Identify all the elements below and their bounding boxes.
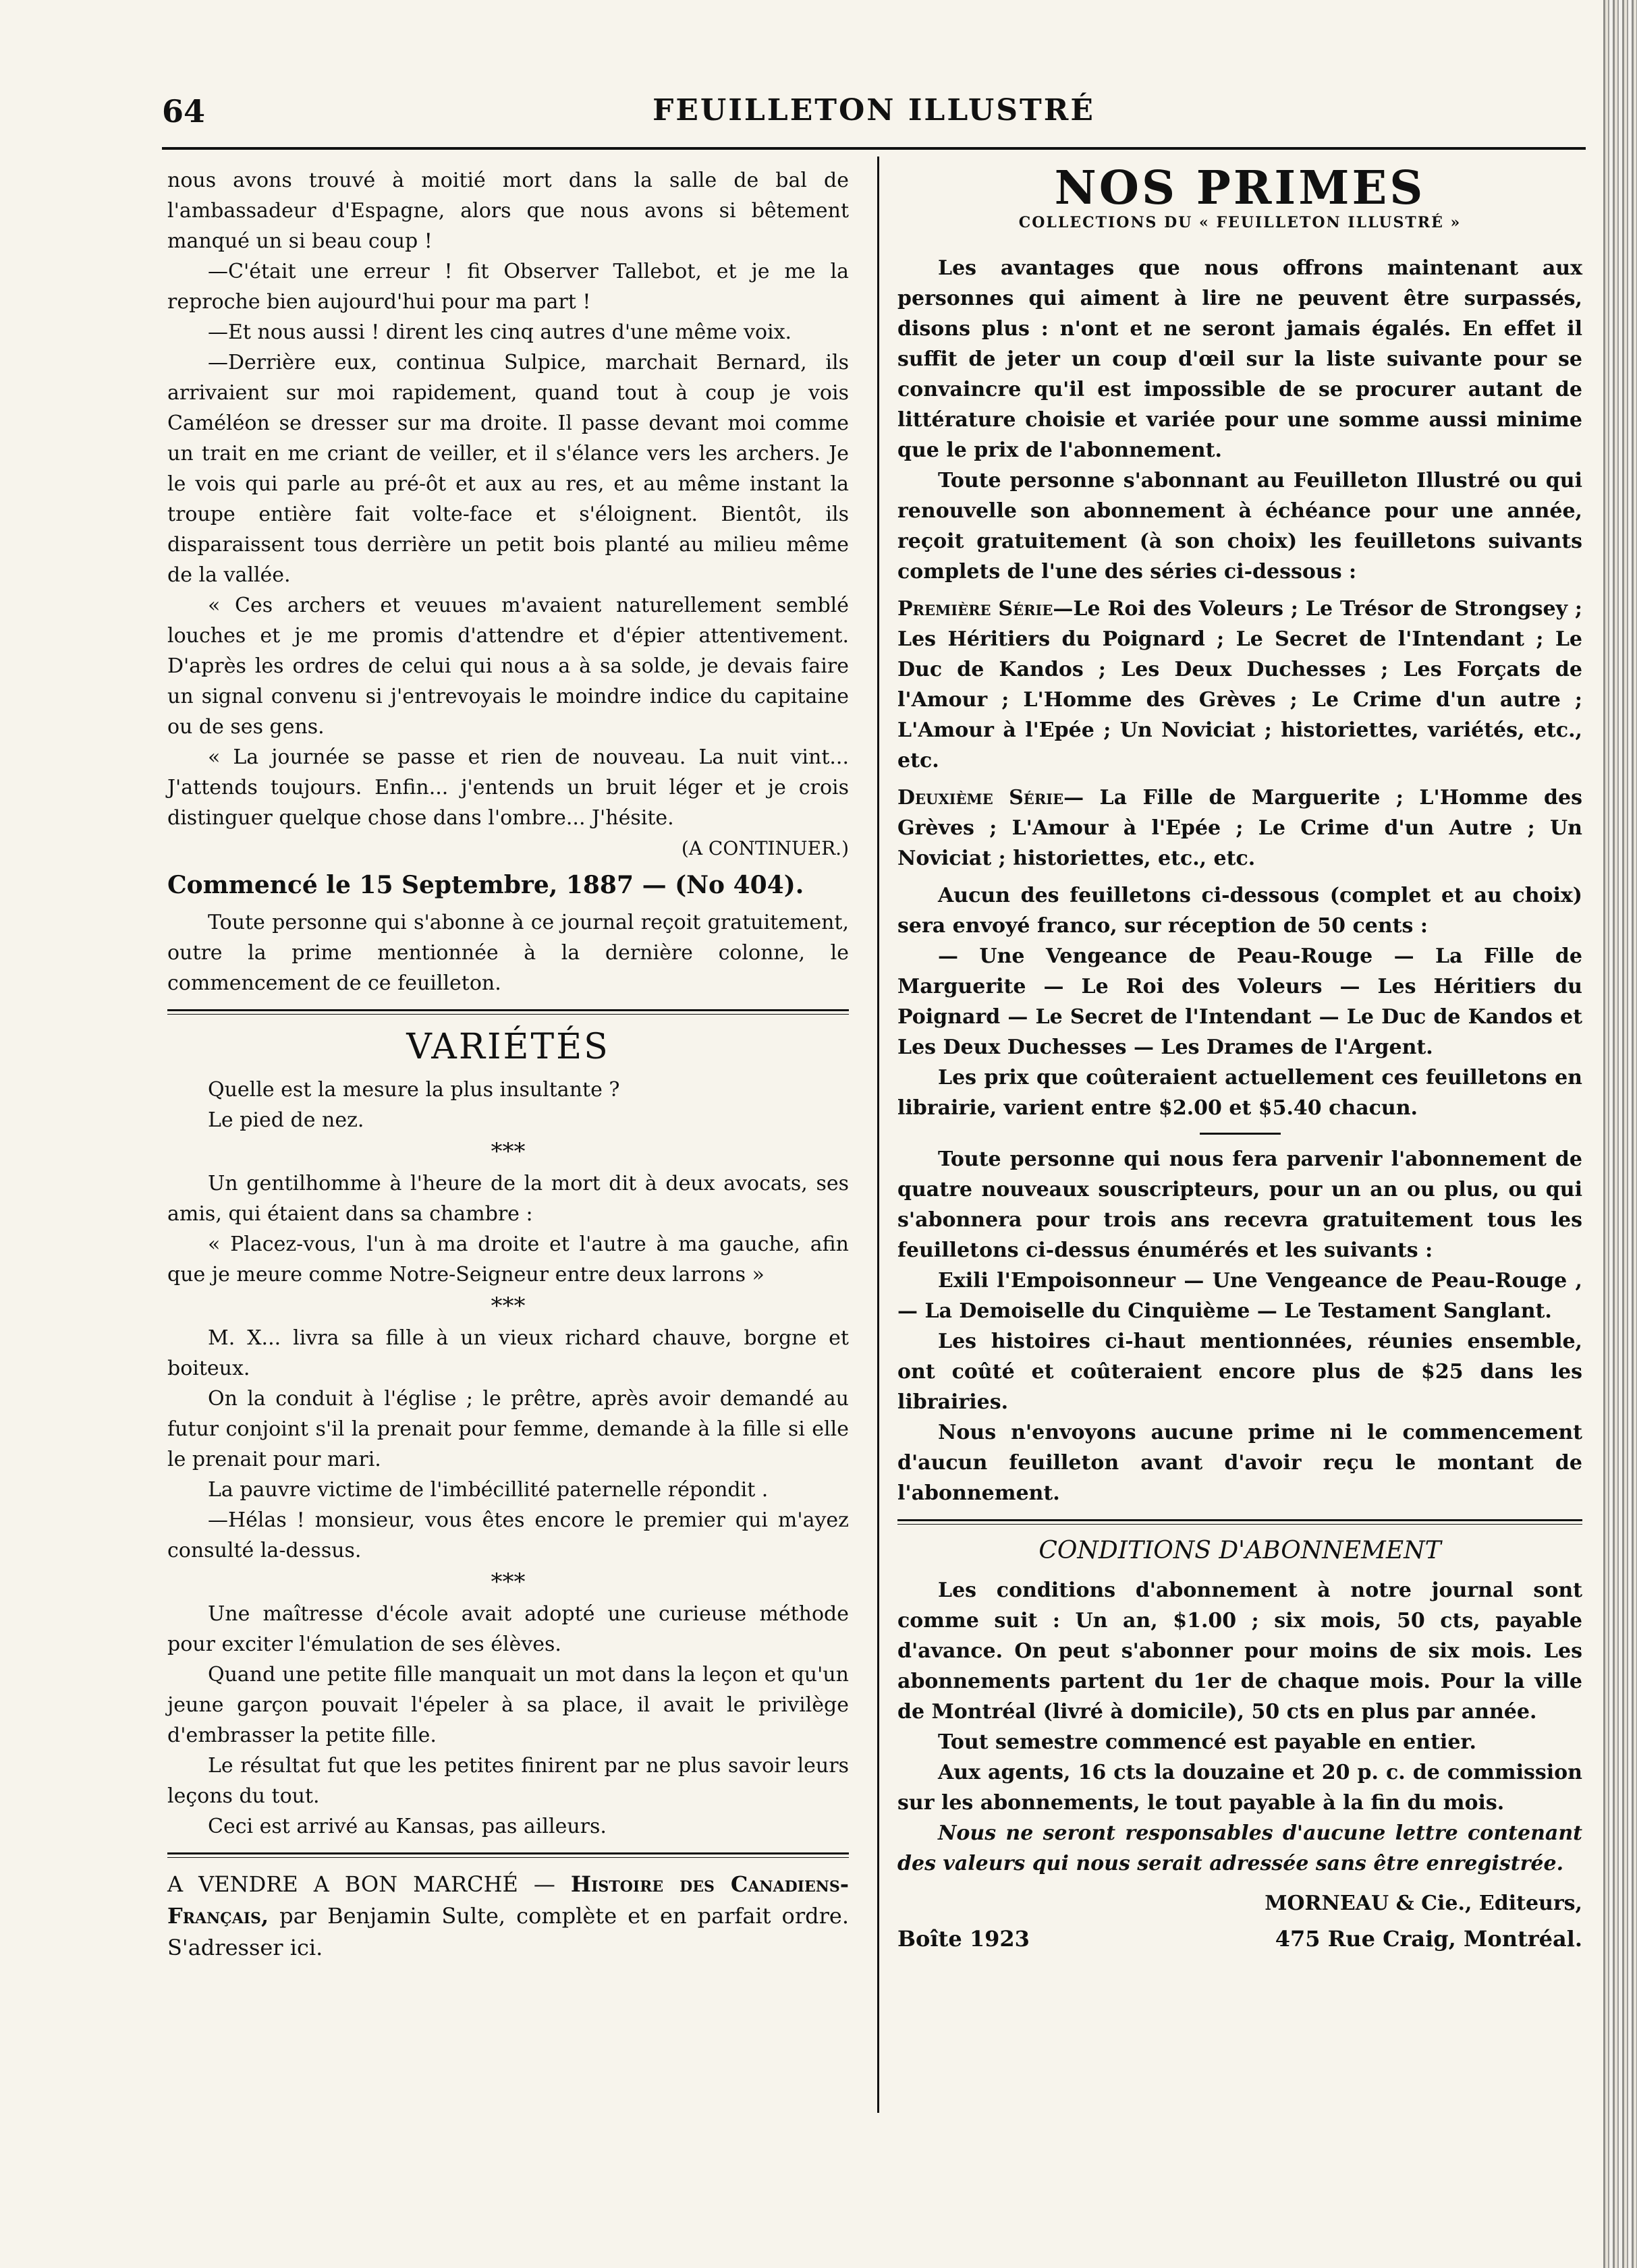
for-sale-title: Histoire des Canadiens-Français, <box>167 1871 850 1929</box>
conditions-paragraph: Les conditions d'abonnement à notre journal sont comme suit : Un an, $1.00 ; six mois, 50 cts, payable d'avance. On peut s'abonner pour moins de six mois. Les abonnements partent du 1er de chaque mois. Pour la ville de Montréal (livré à domicile), 50 cts en plus par année. <box>897 1579 1582 1724</box>
varietes-title: VARIÉTÉS <box>406 1027 610 1067</box>
conditions-title: CONDITIONS D'ABONNEMENT <box>1038 1537 1441 1564</box>
series-two-list: — La Fille de Marguerite ; L'Homme des Grèves ; L'Amour à l'Epée ; Le Crime d'un Autre ; Un Noviciat ; historiettes, etc., etc. <box>897 786 1583 870</box>
anecdote-paragraph: Un gentilhomme à l'heure de la mort dit à deux avocats, ses amis, qui étaient dans sa chambre : <box>167 1172 849 1226</box>
series-one-list: —Le Roi des Voleurs ; Le Trésor de Strongsey ; Les Héritiers du Poignard ; Le Secret de l'Intendant ; Le Duc de Kandos ; Les Deux Duchesses ; Les Forçats de l'Amour ; L'Homme des Grèves ; Le Crime d'un autre ; L'Amour à l'Epée ; Un Noviciat ; historiettes, variétés, etc., etc. <box>897 597 1582 772</box>
started-date: Commencé le 15 Septembre, 1887 — (No 404). <box>167 871 804 899</box>
story-paragraph: « La journée se passe et rien de nouveau. La nuit vint... J'attends toujours. Enfin... j'entends un bruit léger et je crois distinguer quelque chose dans l'ombre... J'hésite. <box>167 745 849 830</box>
story-paragraph: —Et nous aussi ! dirent les cinq autres d'une même voix. <box>208 320 792 344</box>
anecdote-paragraph: « Placez-vous, l'un à ma droite et l'autre à ma gauche, afin que je meure comme Notre-Seigneur entre deux larrons » <box>167 1232 849 1286</box>
anecdote-paragraph: Quand une petite fille manquait un mot dans la leçon et qu'un jeune garçon pouvait l'épeler à sa place, il avait le privilège d'embrasser la petite fille. <box>167 1663 849 1747</box>
anecdote-paragraph: Ceci est arrivé au Kansas, pas ailleurs. <box>208 1815 607 1838</box>
asterism: *** <box>491 1138 526 1165</box>
page-header <box>162 93 1586 134</box>
anecdote-paragraph: La pauvre victime de l'imbécillité paternelle répondit . <box>208 1478 769 1502</box>
left-column <box>167 165 849 1964</box>
primes-paragraph: Toute personne qui nous fera parvenir l'abonnement de quatre nouveaux souscripteurs, pour un an ou plus, ou qui s'abonnera pour trois ans recevra gratuitement tous les feuilletons ci-dessus énumérés et les suivants : <box>897 1147 1582 1262</box>
asterism: *** <box>491 1293 526 1320</box>
story-paragraph: « Ces archers et veuues m'avaient naturellement semblé louches et je me promis d'attendre et d'épier attentivement. D'après les ordres de celui qui nous a à sa solde, je devais faire un signal convenu si j'entrevoyais le moindre indice du capitaine ou de ses gens. <box>167 594 849 739</box>
conditions-paragraph: Nous ne seront responsables d'aucune lettre contenant des valeurs qui nous serait adressée sans être enregistrée. <box>897 1821 1582 1875</box>
anecdote-paragraph: Une maîtresse d'école avait adopté une curieuse méthode pour exciter l'émulation de ses élèves. <box>167 1602 849 1656</box>
conditions-paragraph: Aux agents, 16 cts la douzaine et 20 p. c. de commission sur les abonnements, le tout payable à la fin du mois. <box>897 1761 1582 1815</box>
primes-paragraph: Les histoires ci-haut mentionnées, réunies ensemble, ont coûté et coûteraient encore plus de $25 dans les librairies. <box>897 1330 1582 1414</box>
anecdote-paragraph: Le résultat fut que les petites finirent par ne plus savoir leurs leçons du tout. <box>167 1754 849 1808</box>
anecdote-paragraph: On la conduit à l'église ; le prêtre, après avoir demandé au futur conjoint s'il la prenait pour femme, demande à la fille si elle le prenait pour mari. <box>167 1387 849 1471</box>
series-one-label: Première Série <box>897 597 1053 621</box>
section-rule <box>897 1519 1582 1525</box>
column-divider <box>877 157 879 2113</box>
primes-list: Exili l'Empoisonneur — Une Vengeance de Peau-Rouge , — La Demoiselle du Cinquième — Le Testament Sanglant. <box>897 1269 1582 1323</box>
header-rule <box>162 147 1586 150</box>
section-rule <box>167 1009 849 1015</box>
section-rule <box>167 1852 849 1858</box>
series-two-label: Deuxième Série <box>897 786 1064 810</box>
primes-subtitle: COLLECTIONS DU « FEUILLETON ILLUSTRÉ » <box>1018 214 1462 231</box>
to-be-continued: (A CONTINUER.) <box>681 837 849 859</box>
primes-list: — Une Vengeance de Peau-Rouge — La Fille de Marguerite — Le Roi des Voleurs — Les Héritiers du Poignard — Le Secret de l'Intendant — Le Duc de Kandos et Les Deux Duchesses — Les Drames de l'Argent. <box>897 944 1582 1059</box>
story-paragraph: nous avons trouvé à moitié mort dans la salle de bal de l'ambassadeur d'Espagne, alors que nous avons si bêtement manqué un si beau coup ! <box>167 169 849 253</box>
street-address: 475 Rue Craig, Montréal. <box>1275 1926 1582 1952</box>
publisher-address-line <box>897 1924 1582 1954</box>
publisher-name: MORNEAU & Cie., Editeurs, <box>1265 1892 1582 1915</box>
post-box: Boîte 1923 <box>897 1926 1030 1952</box>
for-sale-notice <box>167 1869 849 1964</box>
story-paragraph: —Derrière eux, continua Sulpice, marchait Bernard, ils arrivaient sur moi rapidement, quand tout à coup je vois Caméléon se dresser sur ma droite. Il passe devant moi comme un trait en me criant de veiller, et il s'élance vers les archers. Je le vois qui parle au pré-ôt et aux au res, et au même instant la troupe entière fait volte-face et s'éloignent. Bientôt, ils disparaissent tous derrière un petit bois planté au milieu même de la vallée. <box>167 351 849 587</box>
joke-question: Quelle est la mesure la plus insultante ? <box>208 1078 620 1102</box>
for-sale-rest: par Benjamin Sulte, complète et en parfait ordre. S'adresser ici. <box>167 1903 850 1960</box>
primes-paragraph: Les prix que coûteraient actuellement ces feuilletons en librairie, varient entre $2.00 et $5.40 chacun. <box>897 1066 1582 1120</box>
primes-paragraph: Nous n'envoyons aucune prime ni le commencement d'aucun feuilleton avant d'avoir reçu le montant de l'abonnement. <box>897 1421 1582 1505</box>
series-two <box>897 783 1582 874</box>
subscription-notice: Toute personne qui s'abonne à ce journal reçoit gratuitement, outre la prime mentionnée à la dernière colonne, le commencement de ce feuilleton. <box>167 911 849 995</box>
page-number: 64 <box>162 93 206 130</box>
scanned-page-edge <box>1603 0 1637 2268</box>
asterism: *** <box>491 1568 526 1595</box>
primes-paragraph: Les avantages que nous offrons maintenant aux personnes qui aiment à lire ne peuvent être surpassés, disons plus : n'ont et ne seront jamais égalés. En effet il suffit de jeter un coup d'œil sur la liste suivante pour se convaincre qu'il est impossible de se procurer autant de littérature choisie et variée pour une somme aussi minime que le prix de l'abonnement. <box>897 256 1582 462</box>
primes-paragraph: Toute personne s'abonnant au Feuilleton Illustré ou qui renouvelle son abonnement à échéance pour une année, reçoit gratuitement (à son choix) les feuilletons suivants complets de l'une des séries ci-dessous : <box>897 469 1582 584</box>
anecdote-paragraph: —Hélas ! monsieur, vous êtes encore le premier qui m'ayez consulté la-dessus. <box>167 1508 849 1562</box>
series-one <box>897 594 1582 776</box>
running-title: FEUILLETON ILLUSTRÉ <box>653 93 1095 127</box>
primes-title: NOS PRIMES <box>1054 161 1426 215</box>
right-column <box>897 161 1583 1954</box>
story-paragraph: —C'était une erreur ! fit Observer Tallebot, et je me la reproche bien aujourd'hui pour ma part ! <box>167 260 849 314</box>
primes-paragraph: Aucun des feuilletons ci-dessous (complet et au choix) sera envoyé franco, sur réception de 50 cents : <box>897 884 1582 938</box>
conditions-paragraph: Tout semestre commencé est payable en entier. <box>938 1730 1476 1754</box>
anecdote-paragraph: M. X... livra sa fille à un vieux richard chauve, borgne et boiteux. <box>167 1326 849 1380</box>
joke-answer: Le pied de nez. <box>208 1108 364 1132</box>
short-rule <box>1200 1133 1281 1135</box>
for-sale-lead: A VENDRE A BON MARCHÉ — <box>167 1871 555 1897</box>
